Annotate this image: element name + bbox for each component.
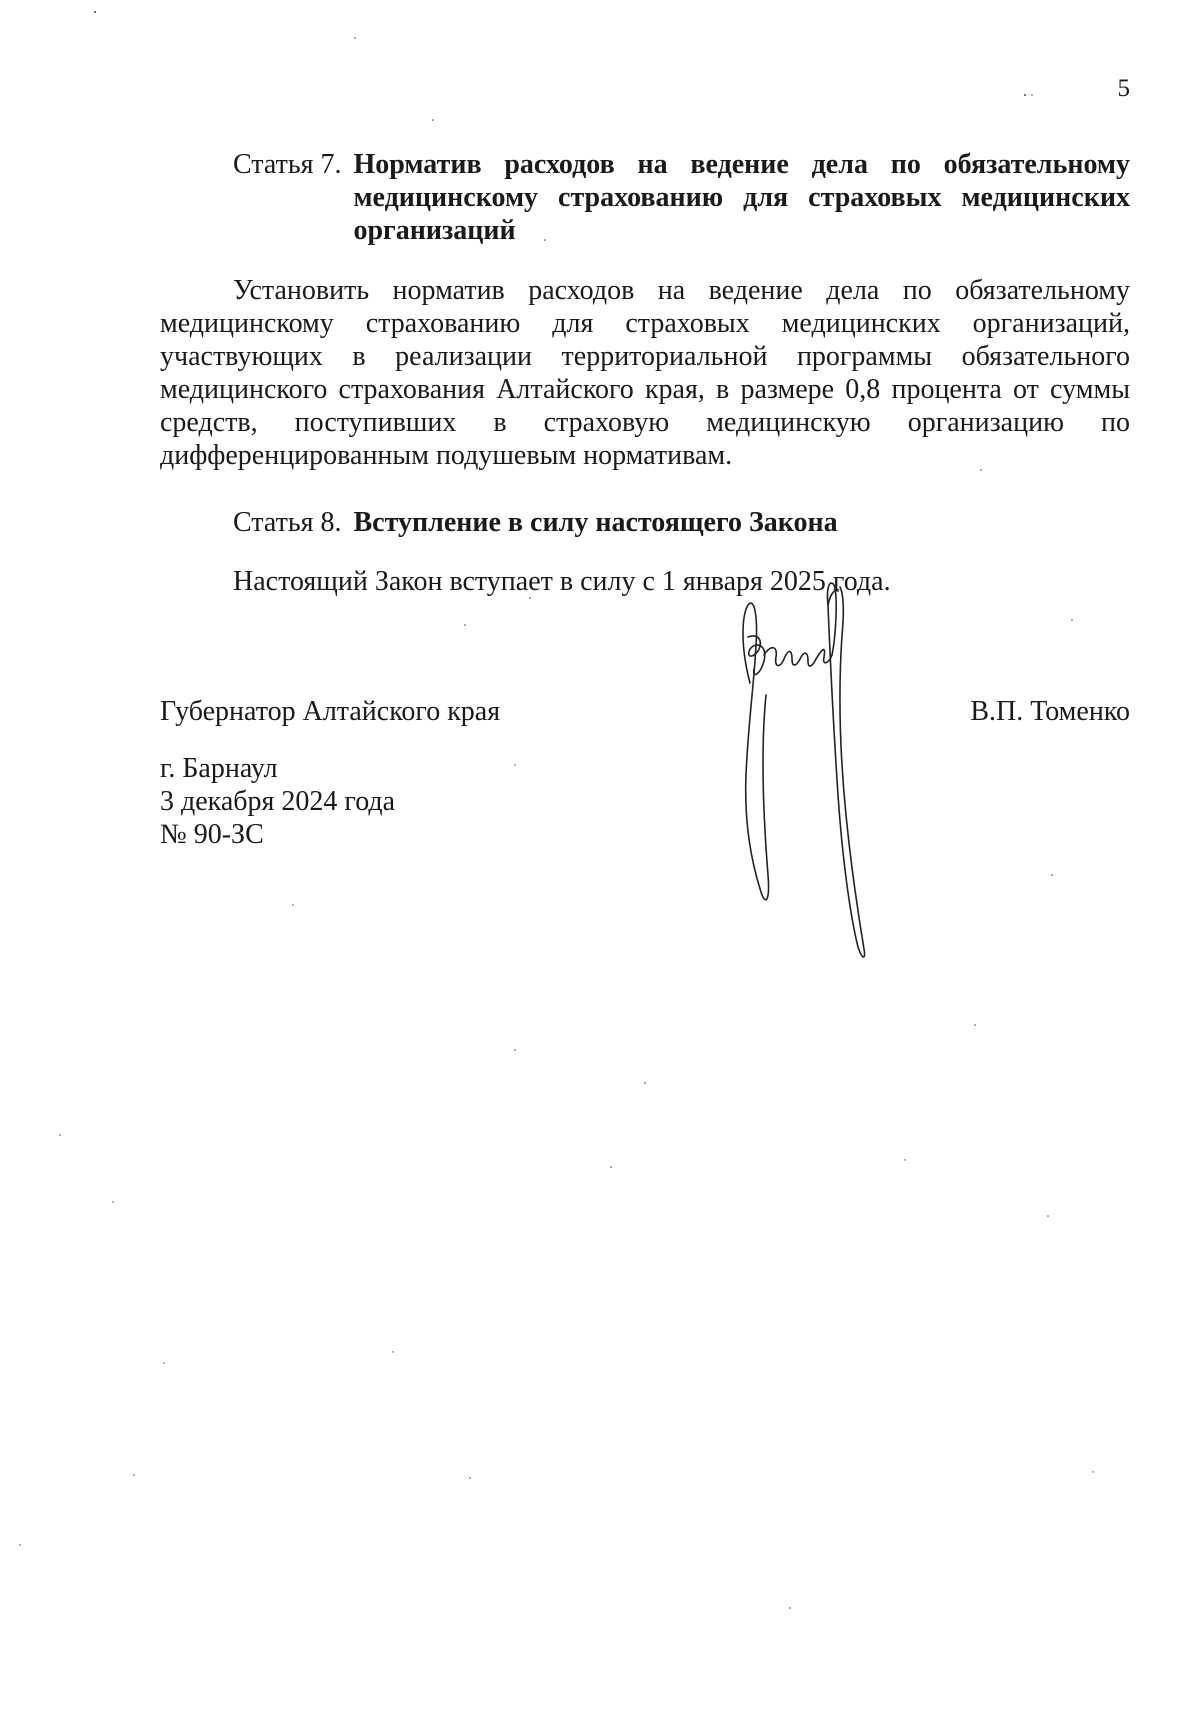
signature-block — [160, 695, 1130, 851]
place-date-block — [160, 752, 1130, 851]
article-8-title: Вступление в силу настоящего Закона — [353, 507, 838, 538]
signer-row — [160, 695, 1130, 728]
signing-city: г. Барнаул — [160, 753, 278, 784]
article-7-body: Установить норматив расходов на ведение дела по обязательному медицинскому страхованию для страховых медицинских организаций, участвующих в реализации территориальной программы обязательного медицинского страхования Алтайского края, в размере 0,8 процента от суммы средств, поступивших в страховую медицинскую организацию по дифференцированным подушевым нормативам. — [160, 275, 1130, 471]
article-8 — [160, 506, 1130, 598]
signer-position: Губернатор Алтайского края — [160, 696, 501, 727]
article-7-label: Статья 7. — [233, 149, 342, 180]
law-number: № 90-ЗС — [160, 819, 264, 850]
article-8-label: Статья 8. — [233, 507, 342, 538]
page-number: 5 — [1117, 75, 1130, 102]
handwritten-signature — [730, 575, 900, 985]
article-7-heading — [160, 148, 1130, 247]
article-8-heading — [160, 506, 1130, 539]
article-8-body: Настоящий Закон вступает в силу с 1 января 2025 года. — [233, 566, 891, 597]
article-7 — [160, 148, 1130, 472]
signing-date: 3 декабря 2024 года — [160, 786, 396, 817]
signer-name: В.П. Томенко — [970, 696, 1130, 727]
article-7-title: Норматив расходов на ведение дела по обязательному медицинскому страхованию для страховых медицинских организаций — [353, 149, 1130, 246]
